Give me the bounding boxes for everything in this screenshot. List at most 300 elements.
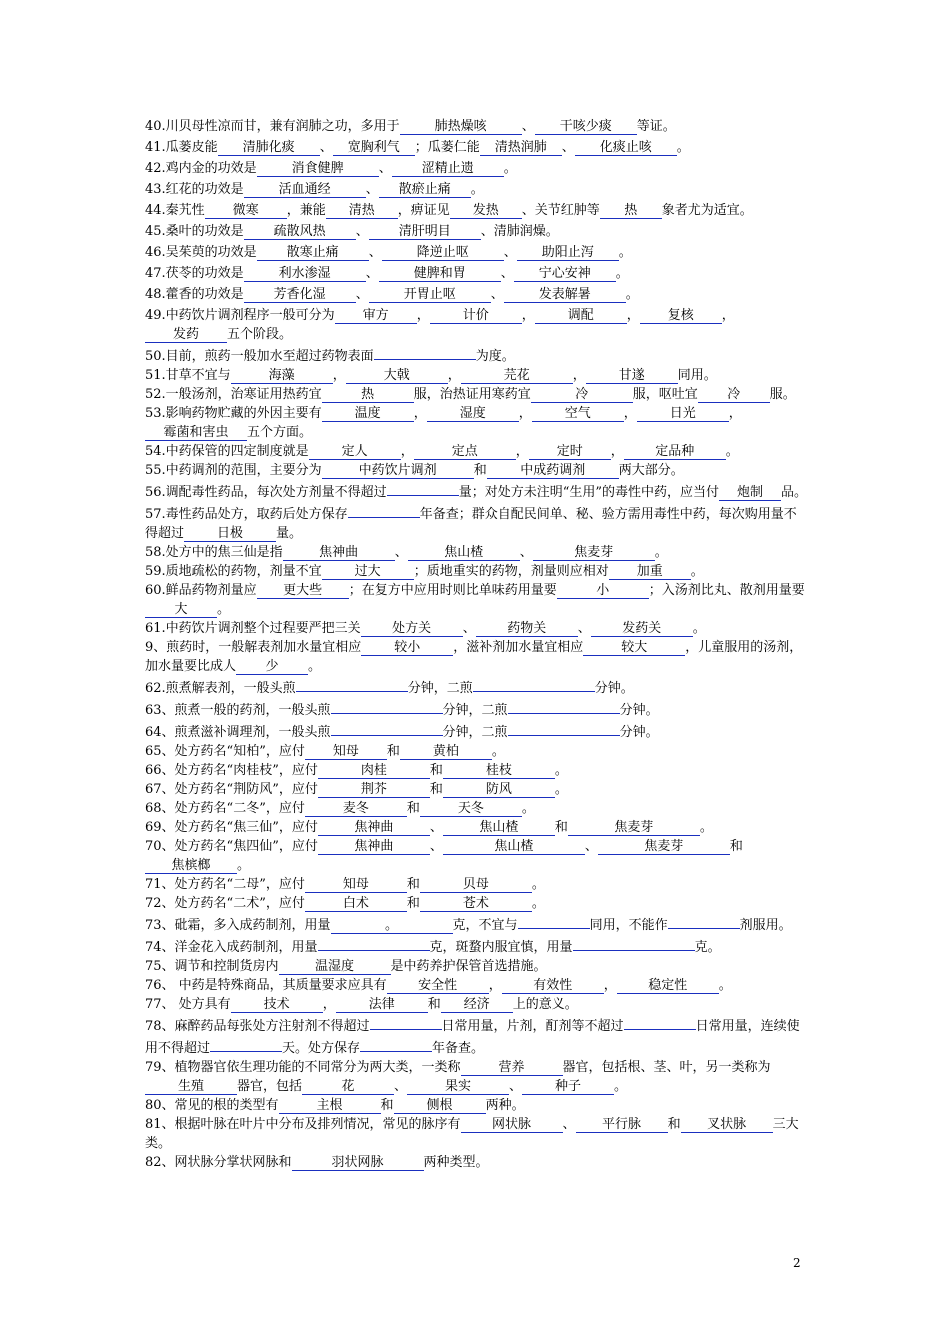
answer-blank: 肺热燥咳 xyxy=(400,119,522,135)
question-text: 61.中药饮片调剂整个过程要严把三关 xyxy=(145,621,361,636)
question-text: 、 xyxy=(577,621,591,636)
question-text: 63、煎煮一般的药剂，一般头煎 xyxy=(145,703,331,718)
answer-blank: 散寒止痛 xyxy=(257,245,369,261)
question-text: 天。处方保存 xyxy=(282,1041,361,1056)
question-text: 。 xyxy=(237,858,251,873)
answer-blank: 花 xyxy=(302,1079,394,1095)
answer-blank: 消食健脾 xyxy=(257,161,379,177)
question-text: 46.吴茱萸的功效是 xyxy=(145,245,257,260)
question-text: 和 xyxy=(406,801,420,816)
answer-blank: 较大 xyxy=(583,640,685,656)
question-text: 器官，包括根、茎、叶，另一类称为 xyxy=(562,1060,771,1075)
question-q51 xyxy=(145,366,807,385)
question-text: 55.中药调剂的范围，主要分为 xyxy=(145,463,322,478)
question-text: 、关节红肿等 xyxy=(521,203,600,218)
question-text: 9、煎药时，一般解表剂加水量宜相应 xyxy=(145,640,362,655)
answer-blank: 甘遂 xyxy=(586,368,678,384)
question-text: 服，呕吐宜 xyxy=(632,387,698,402)
answer-blank: 降逆止呕 xyxy=(382,245,504,261)
question-text: 、 xyxy=(394,545,408,560)
question-text: 。 xyxy=(217,602,231,617)
answer-blank: 荆芥 xyxy=(318,782,430,798)
answer-blank: 黄柏 xyxy=(400,744,492,760)
empty-blank xyxy=(318,935,430,951)
question-text: ， xyxy=(728,406,742,421)
question-text: 两种类型。 xyxy=(423,1155,489,1170)
question-text: ， xyxy=(447,368,461,383)
answer-blank: 。 xyxy=(331,918,453,934)
question-text: 67、处方药名“荆防风”，应付 xyxy=(145,782,318,797)
answer-blank: 干咳少痰 xyxy=(535,119,637,135)
answer-blank: 小 xyxy=(557,583,649,599)
answer-blank: 散瘀止痛 xyxy=(379,182,471,198)
question-q70 xyxy=(145,837,807,875)
answer-blank: 叉状脉 xyxy=(681,1117,773,1133)
question-text: 70、处方药名“焦四仙”，应付 xyxy=(145,839,318,854)
question-text: 为度。 xyxy=(475,349,515,364)
answer-blank: 加重 xyxy=(609,564,691,580)
answer-blank: 处方关 xyxy=(361,621,463,637)
empty-blank xyxy=(296,676,408,692)
question-q63 xyxy=(145,698,807,720)
question-text: ， xyxy=(623,406,637,421)
question-text: 52.一般汤剂，治寒证用热药宜 xyxy=(145,387,322,402)
question-text: 41.瓜蒌皮能 xyxy=(145,140,218,155)
empty-blank xyxy=(573,935,695,951)
question-q55 xyxy=(145,461,807,480)
empty-blank xyxy=(668,913,740,929)
answer-blank: 宁心安神 xyxy=(514,266,616,282)
question-q81 xyxy=(145,1115,807,1153)
answer-blank: 知母 xyxy=(305,877,407,893)
page-number: 2 xyxy=(793,1256,801,1270)
question-text: 51.甘草不宜与 xyxy=(145,368,231,383)
question-text: 71、处方药名“二母”，应付 xyxy=(145,877,305,892)
answer-blank: 助阳止泻 xyxy=(517,245,619,261)
question-text: 品。 xyxy=(780,485,807,500)
question-text: 克。 xyxy=(694,940,721,955)
answer-blank: 防风 xyxy=(443,782,555,798)
answer-blank: 日光 xyxy=(637,406,729,422)
question-text: 69、处方药名“焦三仙”，应付 xyxy=(145,820,318,835)
question-text: 42.鸡内金的功效是 xyxy=(145,161,257,176)
answer-blank: 定人 xyxy=(309,444,401,460)
question-text: 73、砒霜，多入成药制剂，用量 xyxy=(145,918,331,933)
question-q44 xyxy=(145,201,807,220)
question-text: 。 xyxy=(625,287,639,302)
empty-blank xyxy=(473,676,595,692)
answer-blank: 焦槟榔 xyxy=(145,858,237,874)
answer-blank: 化痰止咳 xyxy=(575,140,677,156)
answer-blank: 发药 xyxy=(145,327,227,343)
question-q79 xyxy=(145,1058,807,1096)
question-text: 79、植物器官依生理功能的不同常分为两大类，一类称 xyxy=(145,1060,461,1075)
question-q61 xyxy=(145,619,807,638)
question-text: 。 xyxy=(491,744,505,759)
question-q76 xyxy=(145,976,807,995)
question-text: ， xyxy=(400,444,414,459)
question-text: 。 xyxy=(725,444,739,459)
answer-blank: 焦麦芽 xyxy=(568,820,700,836)
question-text: ， xyxy=(603,978,617,993)
question-text: 和 xyxy=(729,839,743,854)
question-text: 。 xyxy=(615,266,629,281)
question-text: 81、根据叶脉在叶片中分布及排列情况，常见的脉序有 xyxy=(145,1117,461,1132)
question-text: 59.质地疏松的药物，剂量不宜 xyxy=(145,564,322,579)
question-text: 45.桑叶的功效是 xyxy=(145,224,244,239)
question-text: 和 xyxy=(380,1098,394,1113)
question-q62 xyxy=(145,676,807,698)
question-text: 。 xyxy=(503,161,517,176)
question-text: 量。 xyxy=(276,526,303,541)
question-text: 76、 中药是特殊商品，其质量要求应具有 xyxy=(145,978,387,993)
answer-blank: 焦山楂 xyxy=(443,839,585,855)
question-q73 xyxy=(145,913,807,935)
question-text: 和 xyxy=(554,820,568,835)
question-text: 和 xyxy=(406,877,420,892)
question-text: 年备查。 xyxy=(432,1041,485,1056)
question-text: ， xyxy=(721,308,735,323)
question-text: ；质地重实的药物，剂量则应相对 xyxy=(413,564,609,579)
question-q42 xyxy=(145,159,807,178)
question-text: 日常用量，连续使用不得超过 xyxy=(145,1019,800,1056)
empty-blank xyxy=(210,1036,282,1052)
question-text: 剂服用。 xyxy=(739,918,792,933)
question-text: 、 xyxy=(503,245,517,260)
answer-blank: 热 xyxy=(600,203,662,219)
question-text: 72、处方药名“二术”，应付 xyxy=(145,896,305,911)
question-text: ， xyxy=(626,308,640,323)
answer-blank: 温度 xyxy=(322,406,414,422)
question-text: 象者尤为适宜。 xyxy=(661,203,753,218)
question-q54 xyxy=(145,442,807,461)
answer-blank: 涩精止遗 xyxy=(392,161,504,177)
question-text: 、 xyxy=(519,545,533,560)
answer-blank: 种子 xyxy=(522,1079,614,1095)
question-text: 分钟。 xyxy=(619,725,659,740)
question-text: 。 xyxy=(531,877,545,892)
question-text: 78、麻醉药品每张处方注射剂不得超过 xyxy=(145,1019,370,1034)
question-text: 、 xyxy=(462,621,476,636)
question-text: ， xyxy=(416,308,430,323)
question-text: 66、处方药名“肉桂枝”，应付 xyxy=(145,763,318,778)
question-text: 同用。 xyxy=(677,368,717,383)
answer-blank: 少 xyxy=(236,659,308,675)
question-text: ，滋补剂加水量宜相应 xyxy=(453,640,584,655)
answer-blank: 焦山楂 xyxy=(443,820,555,836)
question-text: 57.毒性药品处方，取药后处方保存 xyxy=(145,507,348,522)
question-text: ， xyxy=(518,406,532,421)
question-text: 和 xyxy=(427,997,441,1012)
question-text: 、 xyxy=(490,287,504,302)
answer-blank: 大 xyxy=(145,602,217,618)
question-text: 48.藿香的功效是 xyxy=(145,287,244,302)
answer-blank: 有效性 xyxy=(502,978,604,994)
answer-blank: 大戟 xyxy=(346,368,448,384)
question-text: 。 xyxy=(692,621,706,636)
answer-blank: 温湿度 xyxy=(279,959,391,975)
question-text: 两种。 xyxy=(485,1098,525,1113)
question-text: 、 xyxy=(394,1079,408,1094)
answer-blank: 中成药调剂 xyxy=(487,463,619,479)
answer-blank: 知母 xyxy=(305,744,387,760)
answer-blank: 定点 xyxy=(414,444,516,460)
answer-blank: 较小 xyxy=(361,640,453,656)
answer-blank: 湿度 xyxy=(427,406,519,422)
answer-blank: 焦山楂 xyxy=(408,545,520,561)
answer-blank: 复核 xyxy=(640,308,722,324)
question-text: 、 xyxy=(365,266,379,281)
question-q56 xyxy=(145,480,807,502)
question-text: 和 xyxy=(406,896,420,911)
question-q53 xyxy=(145,404,807,442)
answer-blank: 焦麦芽 xyxy=(598,839,730,855)
question-text: 。 xyxy=(618,245,632,260)
answer-blank: 微寒 xyxy=(205,203,287,219)
answer-blank: 芳香化湿 xyxy=(244,287,356,303)
question-q59 xyxy=(145,562,807,581)
question-text: 、 xyxy=(355,287,369,302)
question-q41 xyxy=(145,138,807,157)
question-q47 xyxy=(145,264,807,283)
question-text: 服。 xyxy=(769,387,796,402)
question-text: ， xyxy=(322,997,336,1012)
question-text: 分钟。 xyxy=(594,681,634,696)
empty-blank xyxy=(508,720,620,736)
question-text: 量；对处方未注明“生用”的毒性中药，应当付 xyxy=(458,485,719,500)
question-q66 xyxy=(145,761,807,780)
question-text: 分钟，二煎 xyxy=(442,725,508,740)
question-q65 xyxy=(145,742,807,761)
question-text: 53.影响药物贮藏的外因主要有 xyxy=(145,406,322,421)
question-text: ， xyxy=(572,368,586,383)
question-q9 xyxy=(145,638,807,676)
question-text: 54.中药保管的四定制度就是 xyxy=(145,444,309,459)
question-text: ；瓜蒌仁能 xyxy=(414,140,480,155)
question-text: 和 xyxy=(429,763,443,778)
answer-blank: 定时 xyxy=(529,444,611,460)
question-text: 年备查；群众自配民间单、秘、验方需用毒性中药，每次购用量不得超过 xyxy=(145,507,797,541)
question-text: 43.红花的功效是 xyxy=(145,182,244,197)
question-q49 xyxy=(145,306,807,344)
question-text: 器官，包括 xyxy=(237,1079,303,1094)
question-text: 、 xyxy=(429,839,443,854)
answer-blank: 调配 xyxy=(535,308,627,324)
empty-blank xyxy=(360,1036,432,1052)
question-text: 、 xyxy=(355,224,369,239)
answer-blank: 清肺化痰 xyxy=(218,140,320,156)
question-text: 、 xyxy=(561,140,575,155)
question-text: 、 xyxy=(509,1079,523,1094)
question-text: ，兼能 xyxy=(286,203,326,218)
question-text: 和 xyxy=(667,1117,681,1132)
question-text: 64、煎煮滋补调理剂，一般头煎 xyxy=(145,725,331,740)
answer-blank: 果实 xyxy=(407,1079,509,1095)
question-q74 xyxy=(145,935,807,957)
answer-blank: 发热 xyxy=(450,203,522,219)
answer-blank: 发表解暑 xyxy=(504,287,626,303)
answer-blank: 健脾和胃 xyxy=(379,266,501,282)
answer-blank: 冷 xyxy=(698,387,770,403)
answer-blank: 空气 xyxy=(532,406,624,422)
answer-blank: 稳定性 xyxy=(617,978,719,994)
question-q58 xyxy=(145,543,807,562)
question-q75 xyxy=(145,957,807,976)
question-q48 xyxy=(145,285,807,304)
answer-blank: 海藻 xyxy=(231,368,333,384)
empty-blank xyxy=(348,502,420,518)
answer-blank: 贝母 xyxy=(420,877,532,893)
answer-blank: 主根 xyxy=(279,1098,381,1114)
answer-blank: 营养 xyxy=(461,1060,563,1076)
answer-blank: 定品种 xyxy=(624,444,726,460)
question-text: 。 xyxy=(676,140,690,155)
question-text: 58.处方中的焦三仙是指 xyxy=(145,545,283,560)
question-text: 分钟。 xyxy=(619,703,659,718)
question-text: 。 xyxy=(654,545,668,560)
answer-blank: 霉菌和害虫 xyxy=(145,425,247,441)
question-text: 三大类。 xyxy=(145,1117,799,1151)
question-text: ，痹证见 xyxy=(397,203,450,218)
question-text: ， xyxy=(521,308,535,323)
question-text: ， xyxy=(332,368,346,383)
question-text: 两大部分。 xyxy=(618,463,684,478)
answer-blank: 桂枝 xyxy=(443,763,555,779)
empty-blank xyxy=(624,1014,696,1030)
question-text: 分钟，二煎 xyxy=(407,681,473,696)
question-text: 、 xyxy=(562,1117,576,1132)
question-text: 、 xyxy=(500,266,514,281)
question-text: ，儿童服用的汤剂，加水量要比成人 xyxy=(145,640,803,674)
answer-blank: 焦神曲 xyxy=(318,820,430,836)
question-q57 xyxy=(145,502,807,543)
question-text: 47.茯苓的功效是 xyxy=(145,266,244,281)
question-text: 、 xyxy=(429,820,443,835)
answer-blank: 法律 xyxy=(336,997,428,1013)
empty-blank xyxy=(331,698,443,714)
question-text: 。 xyxy=(531,896,545,911)
question-text: 五个方面。 xyxy=(247,425,313,440)
question-text: 40.川贝母性凉而甘，兼有润肺之功，多用于 xyxy=(145,119,400,134)
question-text: 日常用量，片剂，酊剂等不超过 xyxy=(441,1019,624,1034)
question-q67 xyxy=(145,780,807,799)
answer-blank: 羽状网脉 xyxy=(292,1155,424,1171)
question-text: 、 xyxy=(365,182,379,197)
answer-blank: 宽胸利气 xyxy=(333,140,415,156)
question-text: 。 xyxy=(690,564,704,579)
answer-blank: 清热润肺 xyxy=(480,140,562,156)
answer-blank: 侧根 xyxy=(394,1098,486,1114)
question-text: 、清肺润燥。 xyxy=(480,224,559,239)
question-text: 、 xyxy=(584,839,598,854)
question-text: 等证。 xyxy=(636,119,676,134)
answer-blank: 经济 xyxy=(441,997,513,1013)
question-text: 56.调配毒性药品，每次处方剂量不得超过 xyxy=(145,485,387,500)
answer-blank: 网状脉 xyxy=(461,1117,563,1133)
question-text: ， xyxy=(515,444,529,459)
question-text: 克，斑蝥内服宜慎，用量 xyxy=(429,940,573,955)
answer-blank: 审方 xyxy=(335,308,417,324)
question-text: 、 xyxy=(378,161,392,176)
answer-blank: 清肝明目 xyxy=(369,224,481,240)
answer-blank: 更大些 xyxy=(257,583,349,599)
answer-blank: 安全性 xyxy=(387,978,489,994)
question-text: 服，治热证用寒药宜 xyxy=(413,387,531,402)
question-q68 xyxy=(145,799,807,818)
question-q43 xyxy=(145,180,807,199)
question-q72 xyxy=(145,894,807,913)
question-text: 82、网状脉分掌状网脉和 xyxy=(145,1155,292,1170)
answer-blank: 生殖 xyxy=(145,1079,237,1095)
question-text: 分钟，二煎 xyxy=(442,703,508,718)
answer-blank: 热 xyxy=(322,387,414,403)
empty-blank xyxy=(374,344,476,360)
answer-blank: 白术 xyxy=(305,896,407,912)
answer-blank: 活血通经 xyxy=(244,182,366,198)
answer-blank: 开胃止呕 xyxy=(369,287,491,303)
question-text: 50.目前，煎药一般加水至超过药物表面 xyxy=(145,349,374,364)
answer-blank: 麦冬 xyxy=(305,801,407,817)
answer-blank: 发药关 xyxy=(591,621,693,637)
question-text: 。 xyxy=(614,1079,628,1094)
question-q46 xyxy=(145,243,807,262)
question-text: 。 xyxy=(470,182,484,197)
question-text: 74、洋金花入成药制剂，用量 xyxy=(145,940,318,955)
question-text: 60.鲜品药物剂量应 xyxy=(145,583,257,598)
answer-blank: 炮制 xyxy=(719,485,781,501)
question-text: 、 xyxy=(521,119,535,134)
question-text: 68、处方药名“二冬”，应付 xyxy=(145,801,305,816)
question-text: 和 xyxy=(473,463,487,478)
question-text: ；在复方中应用时则比单味药用量要 xyxy=(348,583,557,598)
question-text: 克，不宜与 xyxy=(452,918,518,933)
question-text: 62.煎煮解表剂，一般头煎 xyxy=(145,681,296,696)
empty-blank xyxy=(331,720,443,736)
question-text: 同用，不能作 xyxy=(589,918,668,933)
answer-blank: 焦麦芽 xyxy=(533,545,655,561)
answer-blank: 肉桂 xyxy=(318,763,430,779)
answer-blank: 焦神曲 xyxy=(283,545,395,561)
question-text: 、 xyxy=(368,245,382,260)
question-text: 和 xyxy=(386,744,400,759)
question-text: 。 xyxy=(521,801,535,816)
question-text: 和 xyxy=(429,782,443,797)
question-text: 。 xyxy=(718,978,732,993)
question-q78 xyxy=(145,1014,807,1058)
question-text: 77、 处方具有 xyxy=(145,997,231,1012)
question-text: 。 xyxy=(554,782,568,797)
question-q69 xyxy=(145,818,807,837)
question-text: ， xyxy=(610,444,624,459)
answer-blank: 芫花 xyxy=(461,368,573,384)
question-text: 80、常见的根的类型有 xyxy=(145,1098,279,1113)
question-text: 五个阶段。 xyxy=(227,327,293,342)
question-text: 。 xyxy=(699,820,713,835)
question-text: ；入汤剂比丸、散剂用量要 xyxy=(648,583,805,598)
question-q71 xyxy=(145,875,807,894)
question-q60 xyxy=(145,581,807,619)
answer-blank: 天冬 xyxy=(420,801,522,817)
empty-blank xyxy=(518,913,590,929)
answer-blank: 疏散风热 xyxy=(244,224,356,240)
question-q82 xyxy=(145,1153,807,1172)
question-text: 75、调节和控制货房内 xyxy=(145,959,279,974)
question-text: 、 xyxy=(319,140,333,155)
question-list xyxy=(145,117,807,1172)
question-q45 xyxy=(145,222,807,241)
question-text: 上的意义。 xyxy=(512,997,578,1012)
answer-blank: 苍术 xyxy=(420,896,532,912)
